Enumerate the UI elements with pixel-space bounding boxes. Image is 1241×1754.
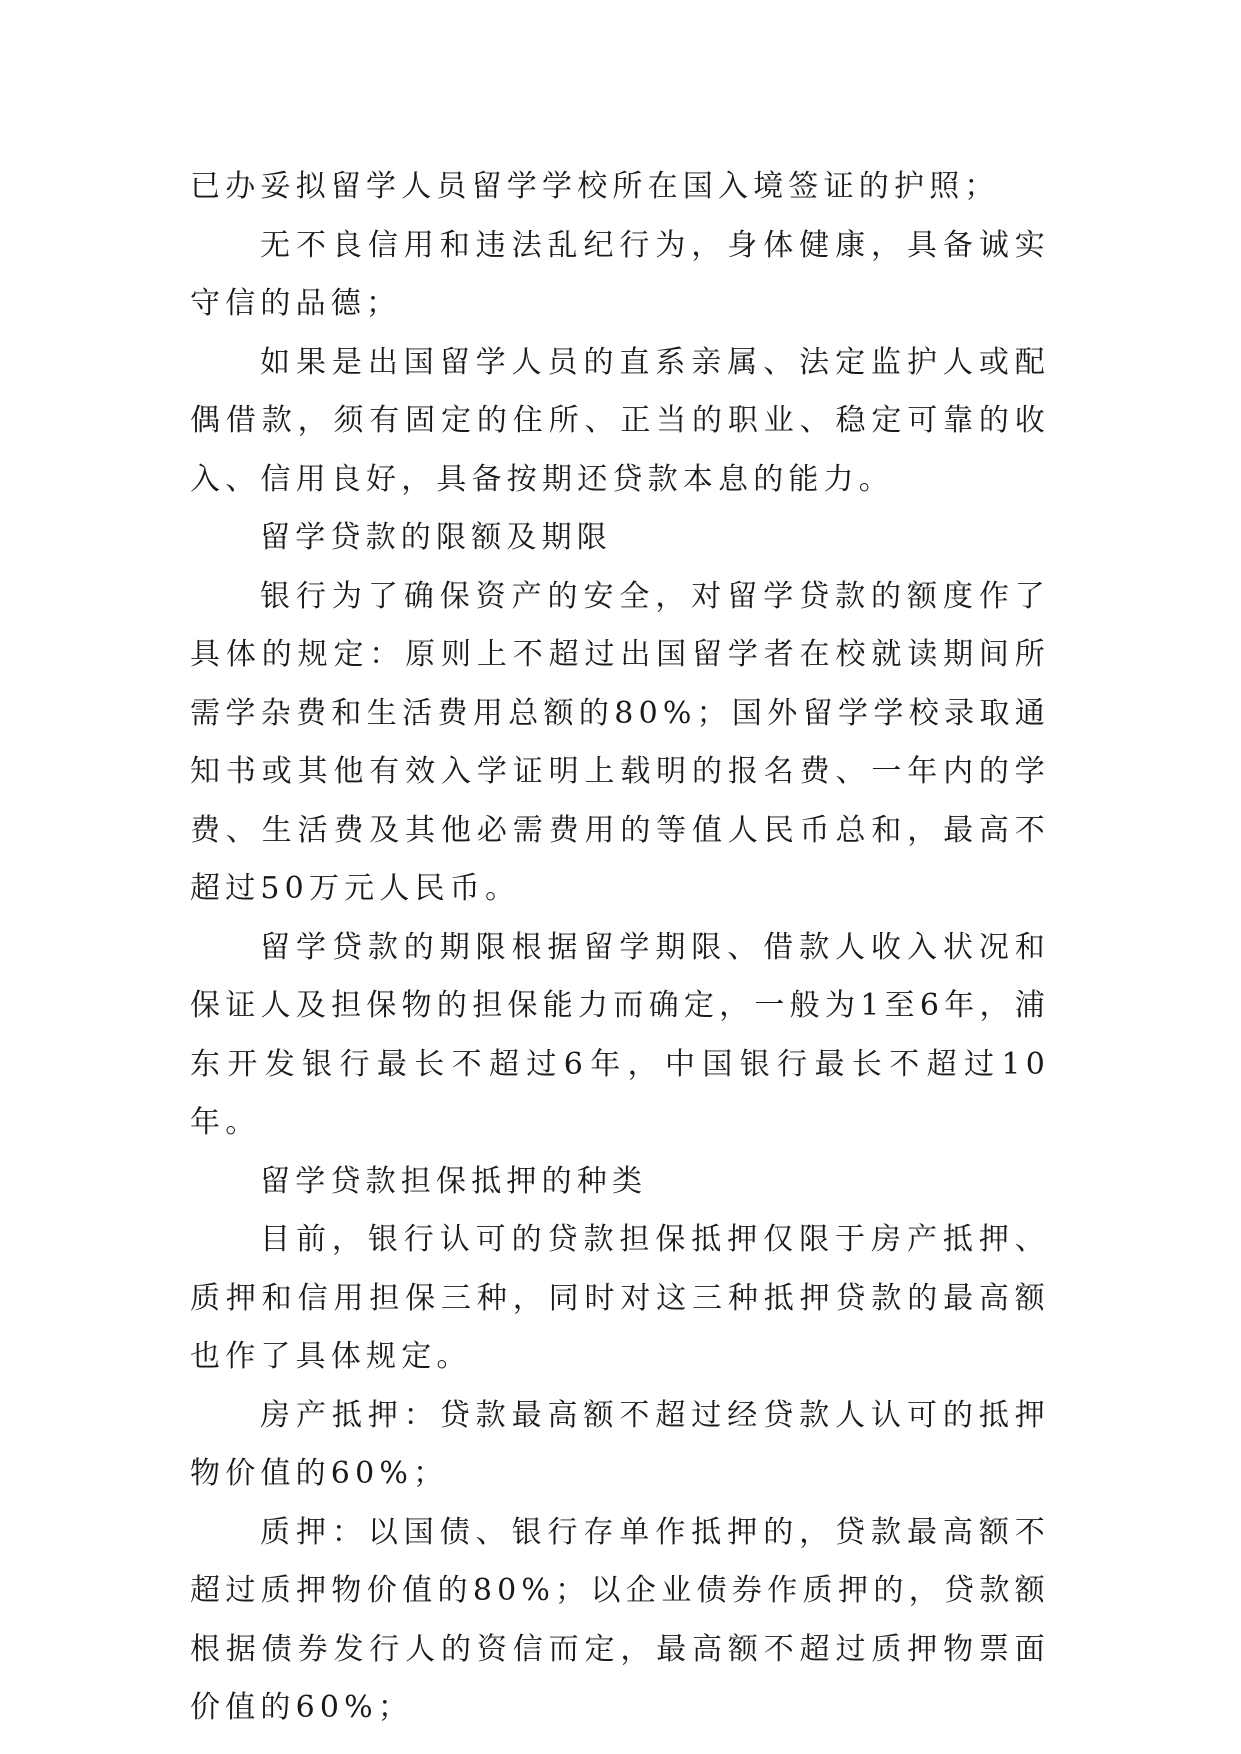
paragraph-relative-borrower: 如果是出国留学人员的直系亲属、法定监护人或配偶借款，须有固定的住所、正当的职业、稳定可靠的收入、信用良好，具备按期还贷款本息的能力。 <box>190 344 1050 497</box>
heading-collateral-types: 留学贷款担保抵押的种类 <box>260 1163 648 1199</box>
heading-limit-and-term: 留学贷款的限额及期限 <box>260 520 612 555</box>
paragraph-pledge: 质押：以国债、银行存单作抵押的，贷款最高额不超过质押物价值的80%；以企业债券作质押的，贷款额根据债券发行人的资信而定，最高额不超过质押物票面价值的60%； <box>190 1514 1050 1725</box>
paragraph-credit-health: 无不良信用和违法乱纪行为，身体健康，具备诚实守信的品德； <box>190 227 1050 321</box>
paragraph-passport: 已办妥拟留学人员留学学校所在国入境签证的护照； <box>190 169 1000 204</box>
paragraph-loan-limit: 银行为了确保资产的安全，对留学贷款的额度作了具体的规定：原则上不超过出国留学者在校就读期间所需学杂费和生活费用总额的80%；国外留学学校录取通知书或其他有效入学证明上载明的报名费、一年内的学费、生活费及其他必需费用的等值人民币总和，最高不超过50万元人民币。 <box>190 578 1050 906</box>
paragraph-collateral-overview: 目前，银行认可的贷款担保抵押仅限于房产抵押、质押和信用担保三种，同时对这三种抵押贷款的最高额也作了具体规定。 <box>190 1222 1050 1374</box>
paragraph-loan-term: 留学贷款的期限根据留学期限、借款人收入状况和保证人及担保物的担保能力而确定，一般为1至6年，浦东开发银行最长不超过6年，中国银行最长不超过10年。 <box>190 929 1050 1140</box>
paragraph-property-mortgage: 房产抵押：贷款最高额不超过经贷款人认可的抵押物价值的60%； <box>190 1397 1050 1491</box>
document-body <box>190 158 1050 1738</box>
